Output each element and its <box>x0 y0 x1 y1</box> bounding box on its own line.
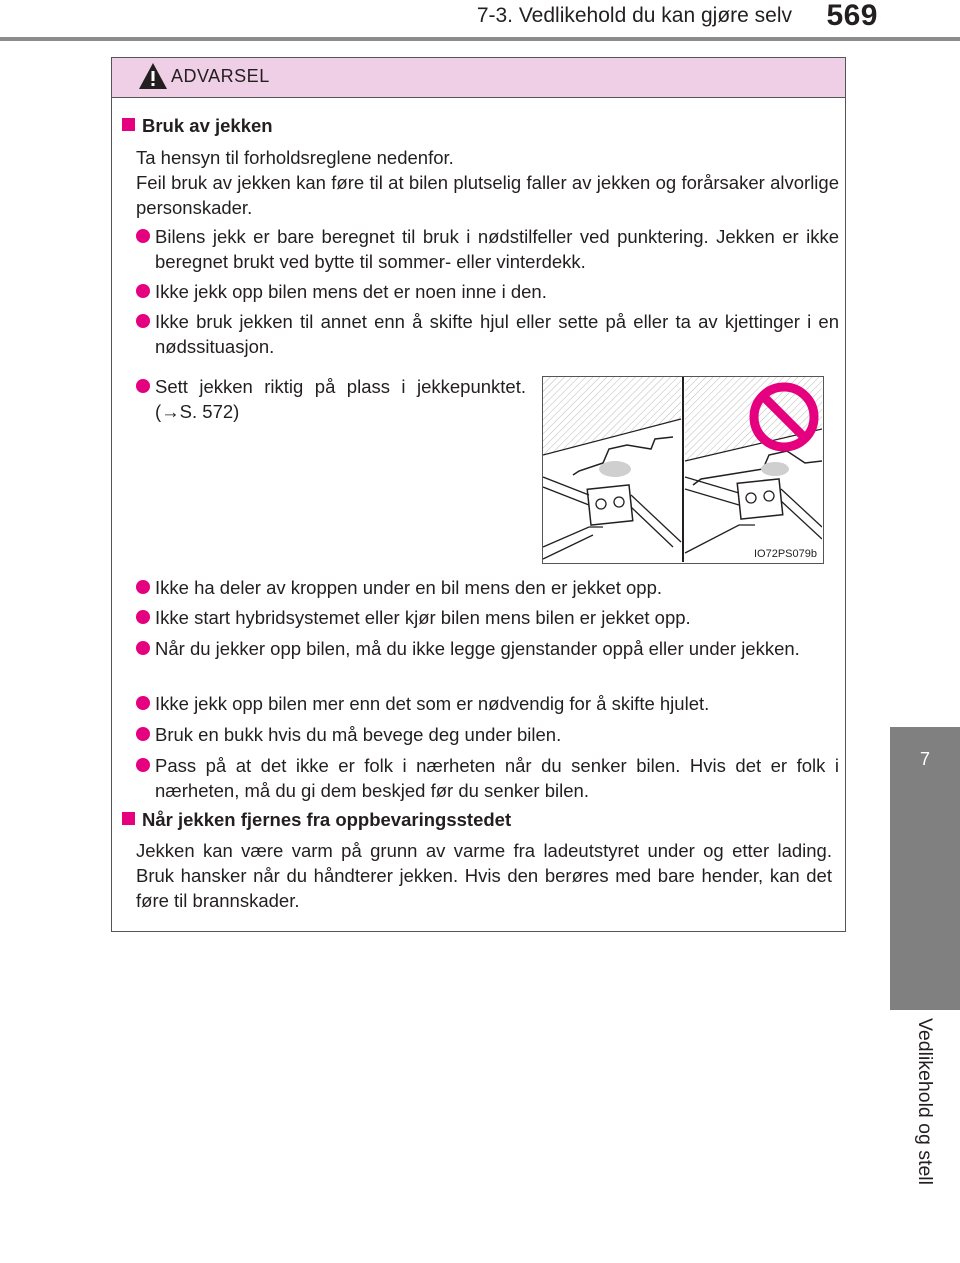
intro-paragraph-2: Feil bruk av jekken kan føre til at bilen plutselig faller av jekken og forårsaker alvorlige personskader. <box>136 172 839 218</box>
chapter-tab[interactable] <box>890 727 960 1010</box>
warning-label: ADVARSEL <box>171 66 270 86</box>
storage-paragraph: Jekken kan være varm på grunn av varme fra ladeutstyret under og etter lading. Bruk hansker når du håndterer jekken. Hvis den berøres med bare hender, kan det føre til brannskader. <box>136 840 832 911</box>
list-item: Bilens jekk er bare beregnet til bruk i nødstilfeller ved punktering. Jekken er ikke beregnet brukt ved bytte til sommer- eller vinterdekk. <box>136 224 839 274</box>
square-bullet-icon <box>122 118 135 131</box>
section-title: 7-3. Vedlikehold du kan gjøre selv <box>476 4 792 27</box>
section-heading-text: Bruk av jekken <box>142 115 273 136</box>
section-heading-jack-use <box>122 115 273 137</box>
intro-paragraph: Ta hensyn til forholdsreglene nedenfor. <box>136 147 454 168</box>
square-bullet-icon <box>122 812 135 825</box>
list-item: Ikke ha deler av kroppen under en bil mens den er jekket opp. <box>136 575 839 600</box>
list-item: Ikke start hybridsystemet eller kjør bilen mens bilen er jekket opp. <box>136 605 839 630</box>
list-item: Pass på at det ikke er folk i nærheten når du senker bilen. Hvis det er folk i nærheten, må du gi dem beskjed før du senker bilen. <box>136 753 839 803</box>
list-item: Bruk en bukk hvis du må bevege deg under bilen. <box>136 722 839 747</box>
chapter-number: 7 <box>919 749 930 769</box>
jack-placement-figure <box>542 376 824 564</box>
list-item: Ikke jekk opp bilen mens det er noen inne i den. <box>136 279 839 304</box>
chapter-title <box>897 1018 953 1263</box>
list-item: Sett jekken riktig på plass i jekkepunktet. (→S. 572) <box>136 374 526 424</box>
warning-header <box>112 58 845 98</box>
list-item: Ikke jekk opp bilen mer enn det som er nødvendig for å skifte hjulet. <box>136 691 839 716</box>
section-heading-text: Når jekken fjernes fra oppbevaringsstedet <box>142 809 512 830</box>
figure-code: IO72PS079b <box>754 548 817 560</box>
page-number: 569 <box>826 0 878 32</box>
list-item: Ikke bruk jekken til annet enn å skifte hjul eller sette på eller ta av kjettinger i en nødssituasjon. <box>136 309 839 359</box>
jack-point-illustration <box>543 377 822 562</box>
warning-box <box>111 57 846 932</box>
header-divider <box>0 37 960 41</box>
list-item: Når du jekker opp bilen, må du ikke legge gjenstander oppå eller under jekken. <box>136 636 839 661</box>
chapter-title-text: Vedlikehold og stell <box>914 1018 936 1185</box>
section-heading-jack-storage <box>122 809 511 831</box>
warning-triangle-icon <box>138 62 168 90</box>
